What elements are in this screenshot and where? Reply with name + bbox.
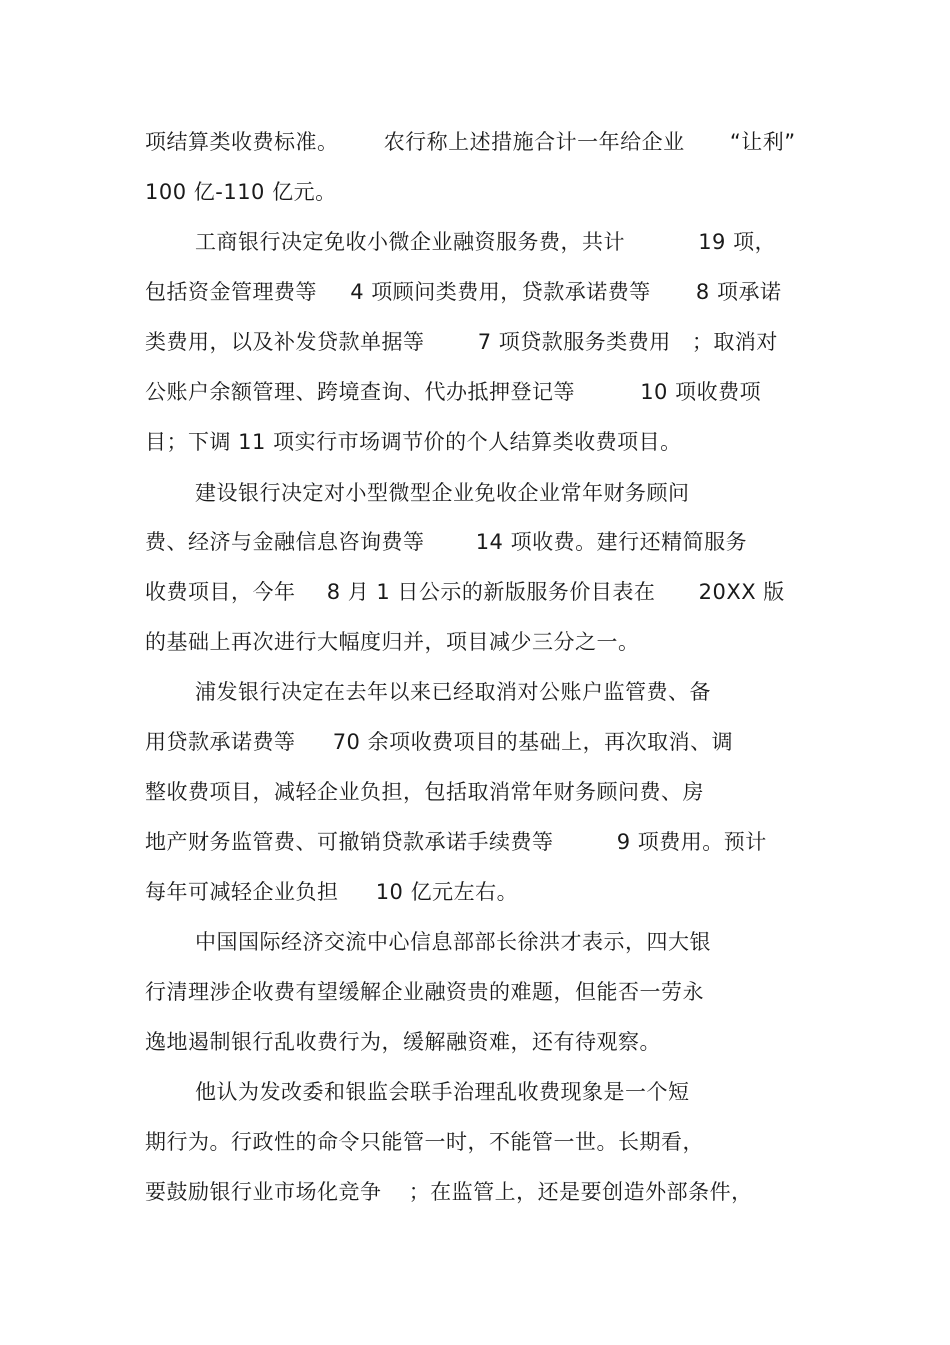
text-segment: 10 项收费项	[640, 380, 762, 404]
text-line	[145, 526, 747, 558]
text-segment: “让利”	[729, 130, 796, 154]
text-line	[145, 1126, 704, 1158]
text-segment: 8 项承诺	[695, 280, 782, 304]
text-line	[145, 376, 761, 408]
text-segment: ；取消对	[691, 330, 778, 354]
text-segment: 的基础上再次进行大幅度归并，项目减少三分之一。	[145, 630, 640, 654]
text-segment: 公账户余额管理、跨境查询、代办抵押登记等	[145, 380, 575, 404]
text-segment: 14 项收费。建行还精简服务	[475, 530, 748, 554]
text-line	[145, 876, 518, 908]
text-segment: 4 项顾问类费用，贷款承诺费等	[350, 280, 651, 304]
text-segment: 他认为发改委和银监会联手治理乱收费现象是一个短	[195, 1080, 690, 1104]
text-segment: 类费用，以及补发贷款单据等	[145, 330, 425, 354]
text-line	[195, 477, 690, 509]
text-line	[145, 726, 733, 758]
text-segment: 项结算类收费标准。	[145, 130, 339, 154]
text-line	[145, 826, 767, 858]
text-line	[145, 1176, 753, 1208]
text-segment: 行清理涉企收费有望缓解企业融资贵的难题，但能否一劳永	[145, 980, 704, 1004]
text-segment: 10 亿元左右。	[375, 880, 519, 904]
text-segment: 建设银行决定对小型微型企业免收企业常年财务顾问	[195, 481, 690, 505]
text-segment: 期行为。行政性的命令只能管一时，不能管一世。长期看，	[145, 1130, 704, 1154]
text-line	[195, 1076, 690, 1108]
text-segment: 中国国际经济交流中心信息部部长徐洪才表示，四大银	[195, 930, 711, 954]
text-line	[145, 976, 704, 1008]
text-line	[195, 676, 711, 708]
text-segment: 每年可减轻企业负担	[145, 880, 339, 904]
text-segment: 费、经济与金融信息咨询费等	[145, 530, 425, 554]
text-segment: 整收费项目，减轻企业负担，包括取消常年财务顾问费、房	[145, 780, 704, 804]
text-segment: 地产财务监管费、可撤销贷款承诺手续费等	[145, 830, 554, 854]
text-segment: 收费项目，今年	[145, 580, 296, 604]
text-segment: 19 项，	[698, 230, 777, 254]
text-segment: 9 项费用。预计	[616, 830, 767, 854]
text-line	[145, 426, 682, 458]
text-line	[145, 276, 781, 308]
text-segment: 要鼓励银行业市场化竞争	[145, 1180, 382, 1204]
text-segment: 100 亿-110 亿元。	[145, 180, 337, 204]
text-segment: 7 项贷款服务类费用	[477, 330, 671, 354]
text-line	[145, 176, 337, 208]
text-line	[195, 226, 776, 258]
text-segment: 包括资金管理费等	[145, 280, 317, 304]
text-line	[145, 576, 785, 608]
text-segment: 工商银行决定免收小微企业融资服务费，共计	[195, 230, 625, 254]
text-line	[145, 326, 778, 358]
text-line	[145, 126, 796, 158]
text-segment: ；在监管上，还是要创造外部条件，	[408, 1180, 753, 1204]
text-line	[145, 776, 704, 808]
text-segment: 用贷款承诺费等	[145, 730, 296, 754]
text-segment: 70 余项收费项目的基础上，再次取消、调	[332, 730, 734, 754]
text-line	[145, 1026, 661, 1058]
text-segment: 农行称上述措施合计一年给企业	[383, 130, 685, 154]
text-segment: 目；下调 11 项实行市场调节价的个人结算类收费项目。	[145, 430, 682, 454]
text-line	[145, 626, 640, 658]
text-segment: 浦发银行决定在去年以来已经取消对公账户监管费、备	[195, 680, 711, 704]
text-line	[195, 926, 711, 958]
text-segment: 20XX 版	[698, 580, 785, 604]
text-segment: 逸地遏制银行乱收费行为，缓解融资难，还有待观察。	[145, 1030, 661, 1054]
text-segment: 8 月 1 日公示的新版服务价目表在	[326, 580, 656, 604]
